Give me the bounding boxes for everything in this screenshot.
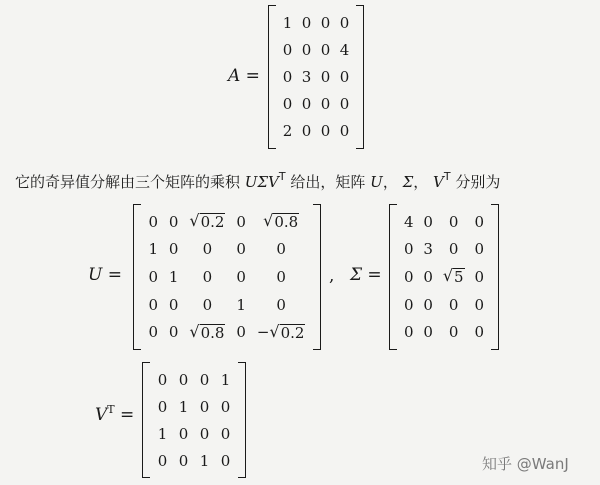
matrix-cell: 0 bbox=[178, 424, 189, 443]
matrix-cell: 0 bbox=[403, 267, 414, 286]
matrix-cell: 4 bbox=[403, 212, 414, 231]
matrix-cell: 0 bbox=[236, 240, 246, 259]
matrix-cell: 0 bbox=[339, 95, 350, 114]
matrix-cell: 0 bbox=[320, 95, 331, 114]
matrix-cell: 1 bbox=[199, 451, 210, 470]
matrix-grid bbox=[143, 208, 311, 346]
matrix-cell: 0 bbox=[282, 67, 293, 86]
matrix-cell: 1 bbox=[236, 295, 246, 314]
matrix-cell: 0 bbox=[474, 240, 484, 259]
matrix-cell: 0 bbox=[220, 397, 231, 416]
sentence-part-5: 分别为 bbox=[450, 173, 501, 191]
matrix-cell: √ 0.8 bbox=[263, 211, 299, 232]
matrix-cell: 0 bbox=[423, 267, 433, 286]
matrix-cell: 0 bbox=[157, 370, 168, 389]
matrix-cell: 0 bbox=[168, 323, 179, 342]
sentence-part-1: 它的奇异值分解由三个矩阵的乘积 bbox=[15, 173, 245, 191]
matrix-cell: 1 bbox=[157, 424, 168, 443]
matrix-cell: 0 bbox=[236, 267, 246, 286]
matrix-cell: 0 bbox=[448, 323, 459, 342]
sentence-sup-2: T bbox=[443, 170, 451, 183]
matrix-cell: 0 bbox=[320, 122, 331, 141]
matrix-cell: 0 bbox=[178, 451, 189, 470]
matrix-cell: 0 bbox=[448, 295, 459, 314]
matrix-U bbox=[133, 204, 321, 350]
comma-text: , bbox=[329, 266, 335, 286]
matrix-cell: 0 bbox=[148, 212, 158, 231]
label-U-text: U = bbox=[88, 265, 122, 285]
label-A bbox=[228, 66, 260, 86]
matrix-cell: 0 bbox=[339, 67, 350, 86]
bracket-left bbox=[142, 362, 150, 478]
matrix-cell: 0 bbox=[202, 240, 213, 259]
matrix-cell: 0 bbox=[282, 95, 293, 114]
matrix-grid bbox=[399, 208, 489, 346]
matrix-cell: 0 bbox=[448, 240, 459, 259]
sentence-math-sigma: Σ bbox=[402, 173, 414, 191]
label-VT-eq: = bbox=[120, 405, 135, 425]
matrix-cell: 4 bbox=[339, 40, 350, 59]
matrix-cell: 0 bbox=[220, 451, 231, 470]
matrix-cell: 0 bbox=[339, 13, 350, 32]
matrix-cell: 0 bbox=[236, 212, 246, 231]
matrix-cell: 1 bbox=[178, 397, 189, 416]
label-VT-base: V bbox=[95, 405, 108, 425]
bracket-right bbox=[491, 204, 499, 350]
bracket-right bbox=[238, 362, 246, 478]
matrix-cell: 0 bbox=[236, 323, 246, 342]
matrix-cell: 0 bbox=[276, 295, 286, 314]
matrix-cell: 0 bbox=[276, 240, 286, 259]
bracket-left bbox=[268, 5, 276, 149]
label-A-text: A = bbox=[228, 66, 260, 86]
matrix-cell: 2 bbox=[282, 122, 293, 141]
matrix-cell: 0 bbox=[276, 267, 286, 286]
matrix-cell: 0 bbox=[403, 295, 414, 314]
matrix-cell: 0 bbox=[199, 424, 210, 443]
matrix-cell: 0 bbox=[220, 424, 231, 443]
label-VT-sup: T bbox=[107, 403, 115, 416]
matrix-cell: 0 bbox=[301, 122, 312, 141]
matrix-cell: 0 bbox=[320, 67, 331, 86]
matrix-cell: 0 bbox=[168, 240, 179, 259]
label-Sigma-text: Σ = bbox=[350, 265, 382, 285]
matrix-cell: 0 bbox=[320, 40, 331, 59]
sentence-sup-1: T bbox=[278, 170, 286, 183]
label-VT bbox=[95, 403, 134, 425]
matrix-cell: 0 bbox=[202, 295, 213, 314]
matrix-cell: √ 0.8 bbox=[189, 321, 225, 342]
matrix-cell: 0 bbox=[423, 212, 433, 231]
matrix-cell: 0 bbox=[199, 397, 210, 416]
sentence-part-2: 给出，矩阵 bbox=[285, 173, 371, 191]
watermark-text: 知乎 @WanJ bbox=[482, 455, 569, 473]
matrix-A bbox=[268, 5, 364, 149]
matrix-cell: 0 bbox=[202, 267, 213, 286]
watermark bbox=[482, 453, 569, 474]
matrix-cell: 0 bbox=[148, 323, 158, 342]
matrix-cell: 0 bbox=[320, 13, 331, 32]
matrix-cell: 0 bbox=[168, 212, 179, 231]
matrix-cell: 0 bbox=[339, 122, 350, 141]
label-Sigma bbox=[350, 265, 382, 285]
matrix-cell: 1 bbox=[148, 240, 158, 259]
matrix-cell: − √ 0.2 bbox=[256, 321, 305, 342]
matrix-cell: 0 bbox=[282, 40, 293, 59]
matrix-grid bbox=[278, 9, 354, 145]
matrix-cell: 0 bbox=[474, 267, 484, 286]
sentence-math-v: V bbox=[432, 173, 444, 191]
matrix-cell: 0 bbox=[423, 295, 433, 314]
matrix-grid bbox=[152, 366, 236, 474]
bracket-left bbox=[133, 204, 141, 350]
matrix-cell: 0 bbox=[474, 212, 484, 231]
matrix-cell: 0 bbox=[148, 267, 158, 286]
sentence-part-4: ， bbox=[413, 173, 433, 191]
matrix-cell: 0 bbox=[157, 451, 168, 470]
matrix-cell: 1 bbox=[282, 13, 293, 32]
matrix-cell: 3 bbox=[423, 240, 433, 259]
matrix-cell: 0 bbox=[168, 295, 179, 314]
comma bbox=[329, 266, 334, 286]
sentence-math-u: U bbox=[370, 173, 383, 191]
bracket-left bbox=[389, 204, 397, 350]
decomposition-sentence bbox=[15, 170, 500, 192]
matrix-cell: 0 bbox=[199, 370, 210, 389]
bracket-right bbox=[356, 5, 364, 149]
matrix-cell: 0 bbox=[301, 40, 312, 59]
matrix-cell: 0 bbox=[157, 397, 168, 416]
matrix-cell: 0 bbox=[474, 295, 484, 314]
label-U bbox=[88, 265, 122, 285]
matrix-cell: √ 0.2 bbox=[189, 211, 225, 232]
matrix-cell: 0 bbox=[423, 323, 433, 342]
matrix-cell: 0 bbox=[448, 212, 459, 231]
matrix-cell: 1 bbox=[168, 267, 179, 286]
sentence-part-3: ， bbox=[382, 173, 403, 191]
matrix-cell: 0 bbox=[403, 240, 414, 259]
matrix-cell: 0 bbox=[178, 370, 189, 389]
matrix-Sigma bbox=[389, 204, 499, 350]
matrix-cell: 0 bbox=[301, 95, 312, 114]
matrix-cell: 0 bbox=[403, 323, 414, 342]
matrix-cell: √ 5 bbox=[442, 266, 464, 287]
matrix-cell: 1 bbox=[220, 370, 231, 389]
matrix-cell: 0 bbox=[301, 13, 312, 32]
sentence-math-usvt: UΣV bbox=[244, 173, 279, 191]
matrix-cell: 0 bbox=[148, 295, 158, 314]
matrix-VT bbox=[142, 362, 246, 478]
bracket-right bbox=[313, 204, 321, 350]
matrix-cell: 3 bbox=[301, 67, 312, 86]
matrix-cell: 0 bbox=[474, 323, 484, 342]
